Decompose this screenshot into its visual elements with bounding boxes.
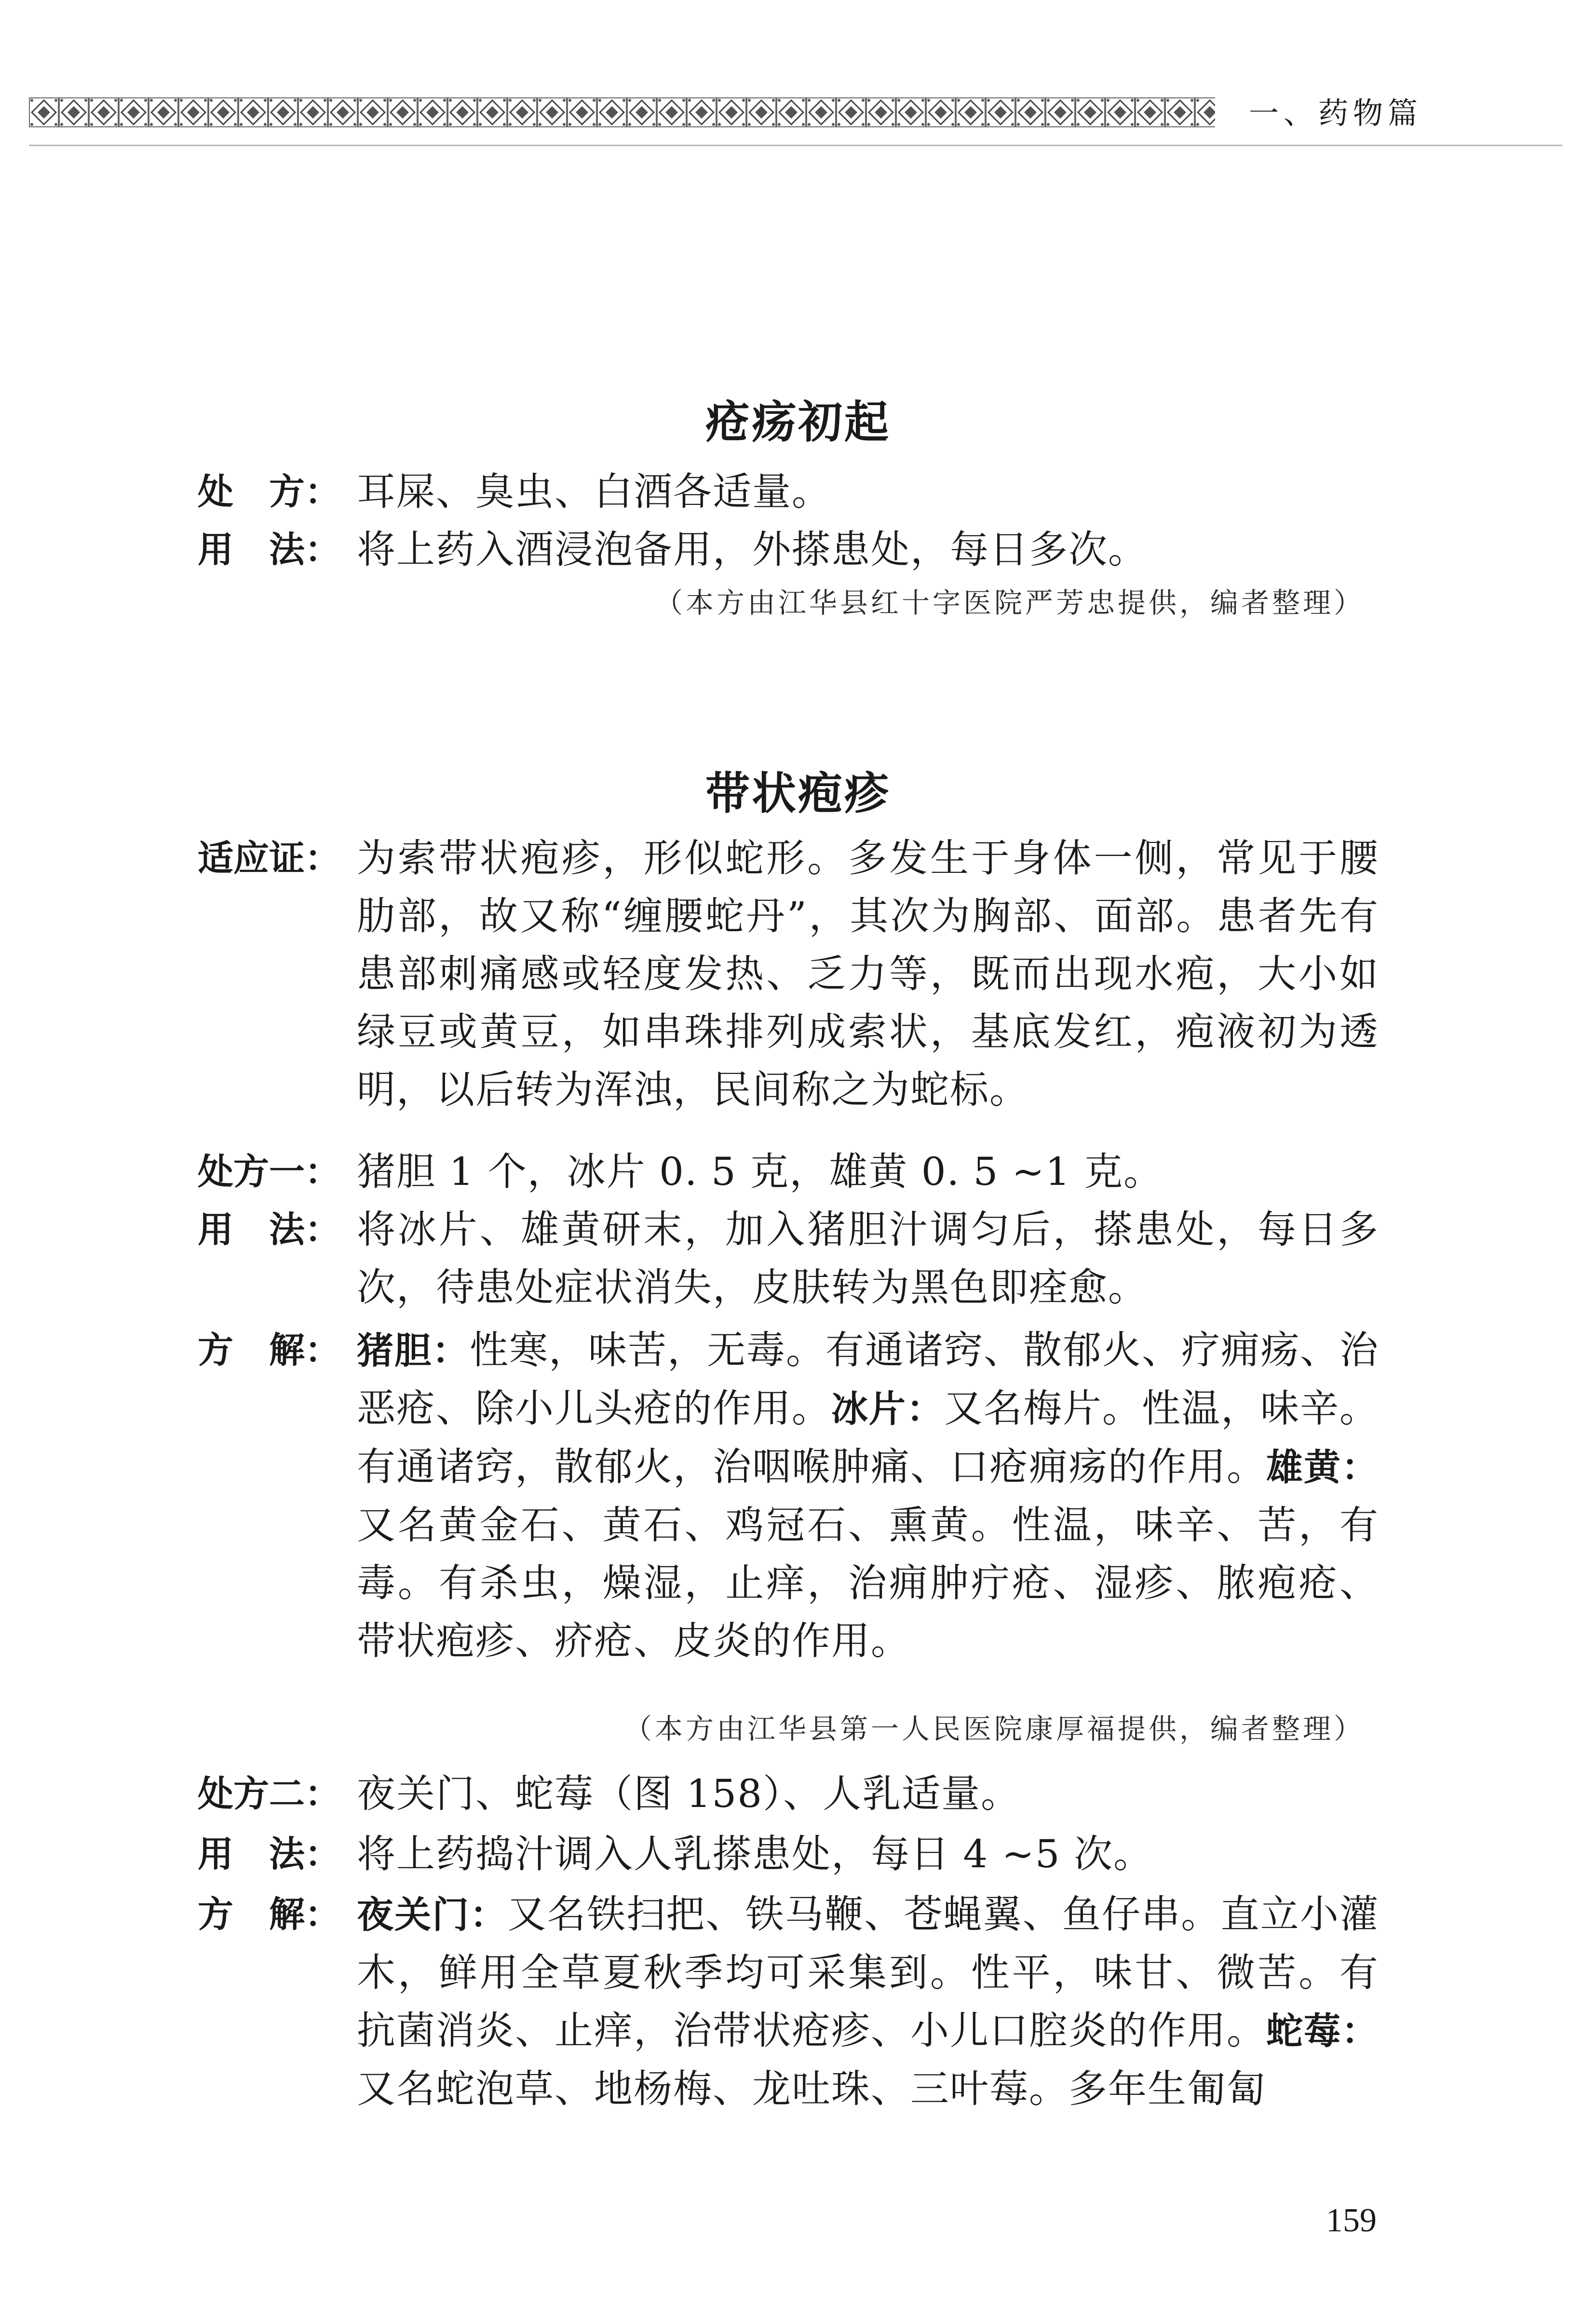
- herb-description: 又名黄金石、黄石、鸡冠石、熏黄。性温，味辛、苦，有毒。有杀虫，燥湿，止痒，治痈肿疔疮、湿疹、脓疱疮、带状疱疹、疥疮、皮炎的作用。: [357, 1503, 1379, 1663]
- field-label: 用 法：: [198, 1209, 340, 1250]
- decorative-border-icon: [29, 97, 1215, 127]
- field-label: 用 法：: [198, 1833, 340, 1875]
- herb-term: 猪胆：: [357, 1329, 470, 1372]
- herb-description: 又名铁扫把、铁马鞭、苍蝇翼、鱼仔串。直立小灌木，鲜用全草夏秋季均可采集到。性平，味甘、微苦。有抗菌消炎、止痒，治带状疮疹、小儿口腔炎的作用。: [357, 1892, 1379, 2053]
- source-note: （本方由江华县红十字医院严芳忠提供，编者整理）: [654, 586, 1365, 619]
- page-number: 159: [1326, 2202, 1377, 2239]
- prescription-field: [198, 463, 1379, 521]
- field-label: 处 方：: [198, 471, 340, 513]
- herb-description: 又名蛇泡草、地杨梅、龙吐珠、三叶莓。多年生匍匐: [357, 2066, 1266, 2111]
- usage-field: [198, 521, 1379, 579]
- field-text: 猪胆 1 个，冰片 0. 5 克，雄黄 0. 5 ~1 克。: [357, 1149, 1163, 1194]
- header-divider: [29, 145, 1562, 146]
- entry-title: 疮疡初起: [705, 396, 891, 448]
- source-note: （本方由江华县第一人民医院康厚福提供，编者整理）: [623, 1712, 1365, 1745]
- herb-description: 性寒，味苦，无毒。有通诸窍、散郁火、疗痈疡、治恶疮、除小儿头疮的作用。: [357, 1328, 1379, 1431]
- herb-description: 又名梅片。性温，味辛。有通诸窍，散郁火，治咽喉肿痛、口疮痈疡的作用。: [357, 1386, 1379, 1489]
- explanation-1-field: [198, 1321, 1379, 1670]
- running-header: [29, 92, 1562, 145]
- usage-1-field: [198, 1201, 1379, 1317]
- field-text: 夜关门、蛇莓（图 158）、人乳适量。: [357, 1771, 1021, 1816]
- field-text: [357, 1321, 1379, 1670]
- field-text: 将冰片、雄黄研末，加入猪胆汁调匀后，搽患处，每日多次，待患处症状消失，皮肤转为黑色即痊愈。: [357, 1207, 1379, 1310]
- explanation-2-field: [198, 1886, 1379, 2118]
- prescription-2-field: [198, 1765, 1379, 1823]
- herb-term: 蛇莓：: [1266, 2010, 1379, 2052]
- field-label: 方 解：: [198, 1330, 340, 1371]
- field-label: 方 解：: [198, 1894, 340, 1935]
- prescription-1-field: [198, 1143, 1379, 1201]
- usage-2-field: [198, 1825, 1379, 1883]
- herb-term: 夜关门：: [357, 1893, 508, 1936]
- herb-term: 冰片：: [831, 1387, 944, 1430]
- field-label: 处方一：: [198, 1151, 340, 1193]
- field-text: [357, 1886, 1379, 2118]
- field-text: 为索带状疱疹，形似蛇形。多发生于身体一侧，常见于腰肋部，故又称“缠腰蛇丹”，其次为胸部、面部。患者先有患部刺痛感或轻度发热、乏力等，既而出现水疱，大小如绿豆或黄豆，如串珠排列成索状，基底发红，疱液初为透明，以后转为浑浊，民间称之为蛇标。: [357, 836, 1379, 1112]
- field-label: 用 法：: [198, 529, 340, 570]
- herb-term: 雄黄：: [1266, 1446, 1379, 1489]
- indications-field: [198, 829, 1379, 1119]
- field-label: 处方二：: [198, 1773, 340, 1815]
- field-text: 将上药入酒浸泡备用，外搽患处，每日多次。: [357, 527, 1148, 572]
- field-label: 适应证：: [198, 838, 340, 879]
- field-text: 将上药捣汁调入人乳搽患处，每日 4 ~5 次。: [357, 1832, 1153, 1876]
- section-label: 一、药物篇: [1249, 95, 1423, 131]
- field-text: 耳屎、臭虫、白酒各适量。: [357, 469, 831, 514]
- entry-title: 带状疱疹: [705, 767, 891, 819]
